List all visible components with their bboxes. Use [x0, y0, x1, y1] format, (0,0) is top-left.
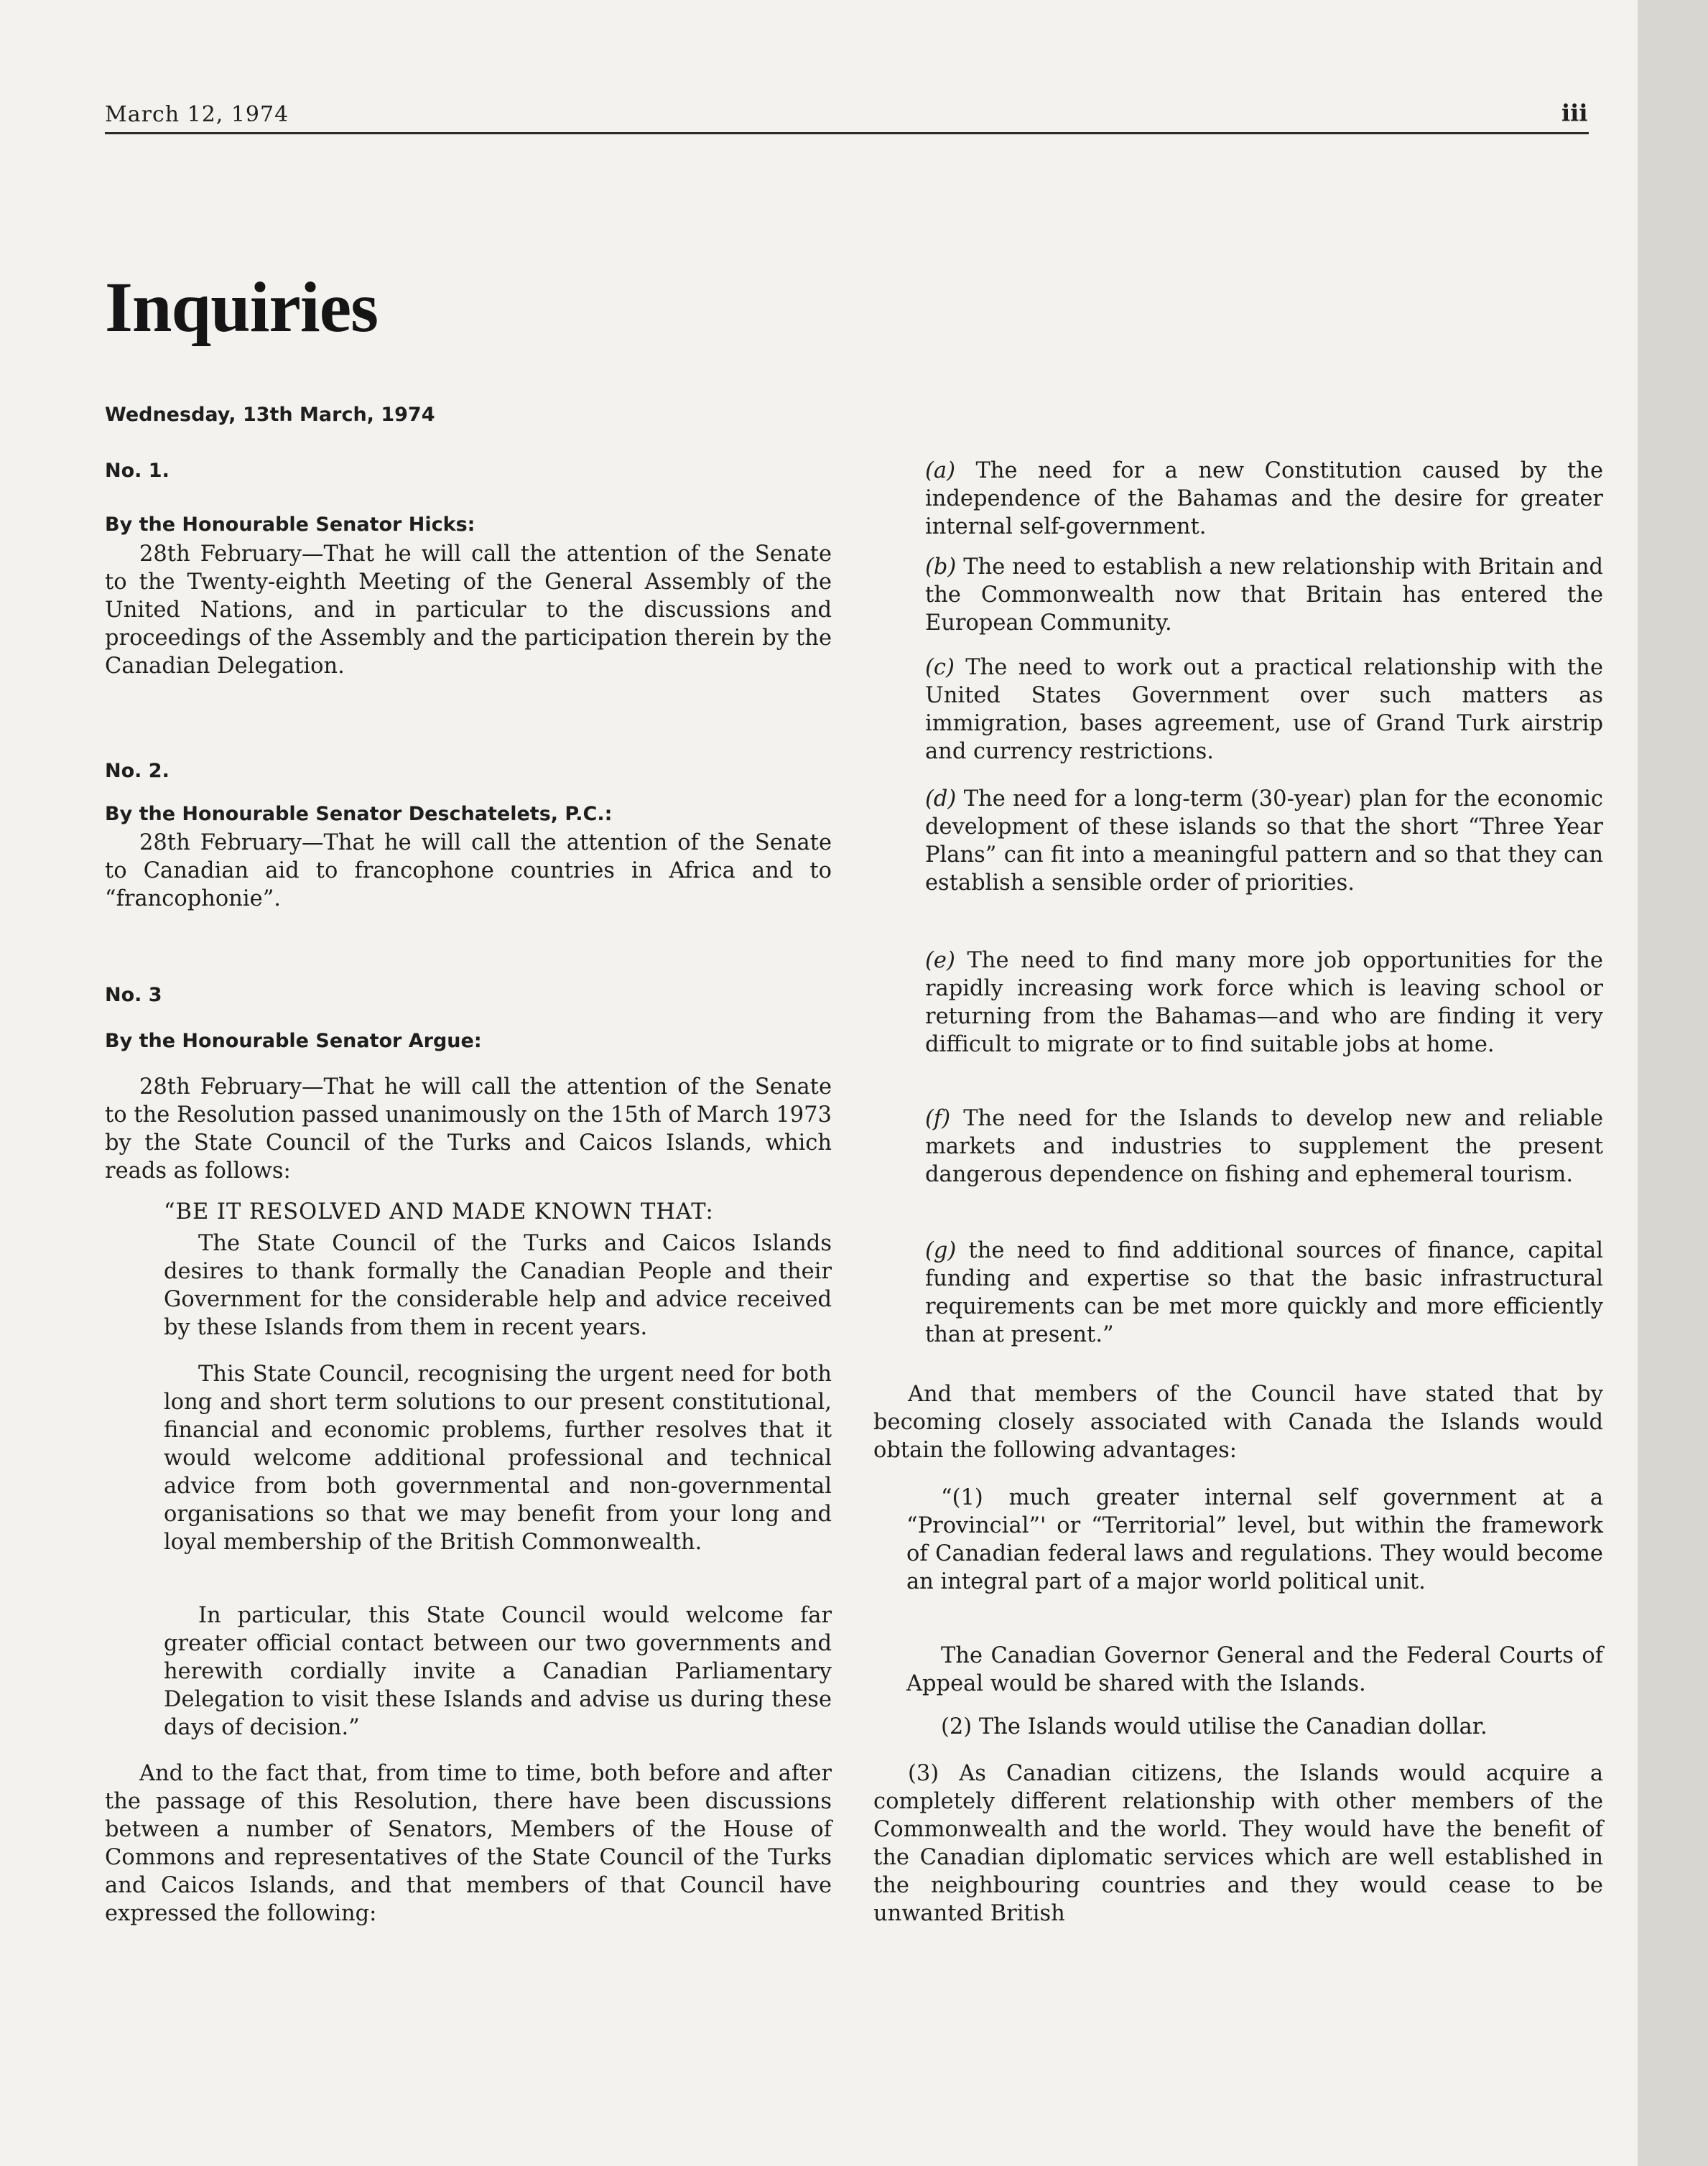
resolution-paragraph-2: This State Council, recognising the urgent need for both long and short term solutions to our present constitutional, financial and economic problems, further resolves that it would welcome additional professional and technical advice from both governmental and non-governmental organisations so that we may benefit from your long and loyal membership of the British Commonwealth.	[164, 1362, 832, 1555]
need-item-e: (e) The need to find many more job opportunities for the rapidly increasing work force which is leaving school or returning from the Bahamas—and who are finding it very difficult to migrate or to find suitable jobs at home.	[925, 948, 1603, 1057]
sitting-date: Wednesday, 13th March, 1974	[105, 404, 435, 426]
page-edge	[1638, 0, 1708, 2166]
inquiry-3-text: 28th February—That he will call the attention of the Senate to the Resolution passed unanimously on the 15th of March 1973 by the State Council of the Turks and Caicos Islands, which reads as follows:	[105, 1074, 832, 1184]
inquiry-3-number: No. 3	[105, 984, 162, 1006]
advantage-1-continued: The Canadian Governor General and the Federal Courts of Appeal would be shared with the Islands.	[906, 1643, 1603, 1696]
inquiry-1-text: 28th February—That he will call the attention of the Senate to the Twenty-eighth Meeting of the General Assembly of the United Nations, and in particular to the discussions and proceedings of the Assembly and the participation therein by the Canadian Delegation.	[105, 542, 832, 679]
inquiry-1-number: No. 1.	[105, 460, 170, 482]
advantage-3: (3) As Canadian citizens, the Islands would acquire a completely different relationship with other members of the Commonwealth and the world. They would have the benefit of the Canadian diplomatic services which are well established in the neighbouring countries and they would cease to be unwanted British	[873, 1761, 1603, 1926]
advantages-intro: And that members of the Council have stated that by becoming closely associated with Canada the Islands would obtain the following advantages:	[873, 1382, 1603, 1463]
resolution-paragraph-3: In particular, this State Council would welcome far greater official contact between our two governments and herewith cordially invite a Canadian Parliamentary Delegation to visit these Islands and advise us during these days of decision.”	[164, 1603, 832, 1740]
need-item-c: (c) The need to work out a practical relationship with the United States Government over such matters as immigration, bases agreement, use of Grand Turk airstrip and currency restrictions.	[925, 655, 1603, 764]
need-item-d: (d) The need for a long-term (30-year) plan for the economic development of these islands so that the short “Three Year Plans” can fit into a meaningful pattern and so that they can establish a sensible order of priorities.	[925, 786, 1603, 896]
need-item-g: (g) the need to find additional sources of finance, capital funding and expertise so that the basic infrastructural requirements can be met more quickly and more efficiently than at present.”	[925, 1238, 1603, 1347]
need-item-b: (b) The need to establish a new relationship with Britain and the Commonwealth now that Britain has entered the European Community.	[925, 554, 1603, 636]
header-date: March 12, 1974	[105, 102, 289, 127]
inquiry-3-closing: And to the fact that, from time to time, both before and after the passage of this Resolution, there have been discussions between a number of Senators, Members of the House of Commons and representatives of the State Council of the Turks and Caicos Islands, and that members of that Council have expressed the following:	[105, 1761, 832, 1926]
inquiry-3-senator: By the Honourable Senator Argue:	[105, 1030, 482, 1052]
header-rule	[105, 132, 1589, 134]
need-item-a: (a) The need for a new Constitution caused by the independence of the Bahamas and the desire for greater internal self-government.	[925, 458, 1603, 539]
page-number: iii	[1561, 99, 1588, 126]
page-title: Inquiries	[105, 267, 379, 347]
resolution-heading: “BE IT RESOLVED AND MADE KNOWN THAT:	[164, 1199, 714, 1224]
inquiry-2-number: No. 2.	[105, 760, 170, 782]
resolution-paragraph-1: The State Council of the Turks and Caicos Islands desires to thank formally the Canadian People and their Government for the considerable help and advice received by these Islands from them in recent years.	[164, 1231, 832, 1340]
inquiry-1-senator: By the Honourable Senator Hicks:	[105, 513, 475, 536]
inquiry-2-text: 28th February—That he will call the attention of the Senate to Canadian aid to francophone countries in Africa and to “francophonie”.	[105, 830, 832, 911]
inquiry-2-senator: By the Honourable Senator Deschatelets, P.C.:	[105, 803, 613, 825]
advantage-1: “(1) much greater internal self government at a “Provincial”' or “Territorial” level, but within the framework of Canadian federal laws and regulations. They would become an integral part of a major world political unit.	[906, 1485, 1603, 1594]
need-item-f: (f) The need for the Islands to develop new and reliable markets and industries to supplement the present dangerous dependence on fishing and ephemeral tourism.	[925, 1106, 1603, 1187]
advantage-2: (2) The Islands would utilise the Canadian dollar.	[941, 1714, 1487, 1739]
